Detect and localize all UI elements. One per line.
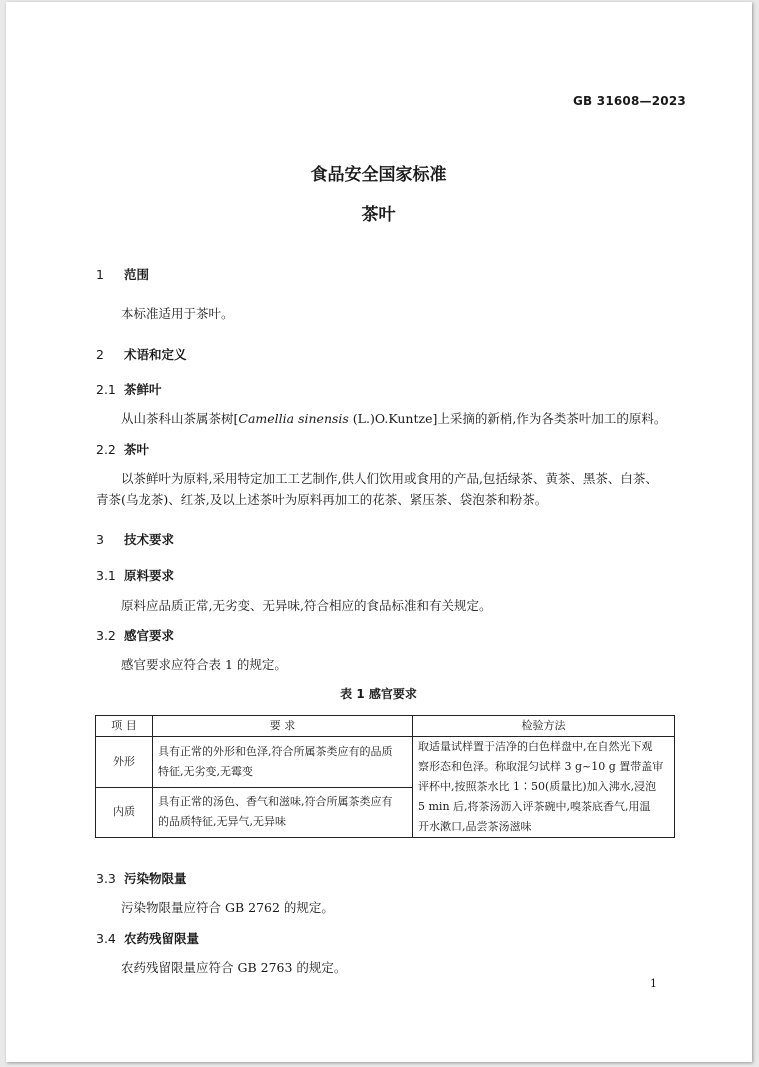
section-1-heading xyxy=(96,265,149,283)
section-number: 3.4 xyxy=(96,931,116,946)
section-3-2-heading xyxy=(96,626,174,644)
document-subtitle: 茶叶 xyxy=(361,205,396,225)
section-3-3-text: 污染物限量应符合 GB 2762 的规定。 xyxy=(121,900,334,915)
section-3-4-heading xyxy=(96,929,199,947)
text-part: 从山茶科山茶属茶树[ xyxy=(121,411,239,426)
section-title: 感官要求 xyxy=(124,628,175,643)
row-item: 内质 xyxy=(96,787,153,838)
page-number: 1 xyxy=(650,977,657,990)
section-title: 原料要求 xyxy=(124,568,175,583)
row-requirement xyxy=(153,787,413,838)
section-2-2-text-line2: 青茶(乌龙茶)、红茶,及以上述茶叶为原料再加工的花茶、紧压茶、袋泡茶和粉茶。 xyxy=(96,492,548,507)
section-2-1-text xyxy=(121,409,666,427)
latin-name: Camellia sinensis xyxy=(238,411,349,426)
section-3-1-heading xyxy=(96,566,174,584)
section-title: 范围 xyxy=(124,267,150,282)
standard-code: GB 31608—2023 xyxy=(573,94,686,108)
section-3-1-text: 原料应品质正常,无劣变、无异味,符合相应的食品标准和有关规定。 xyxy=(121,598,492,613)
header-requirement: 要 求 xyxy=(153,716,413,737)
test-method-cell xyxy=(413,737,675,838)
method-line: 评杯中,按照茶水比 1∶50(质量比)加入沸水,浸泡 xyxy=(418,780,657,793)
document-title: 食品安全国家标准 xyxy=(310,165,447,185)
row-requirement xyxy=(153,737,413,788)
sensory-requirements-table xyxy=(95,715,675,838)
section-2-2-heading xyxy=(96,440,149,458)
header-item: 项 目 xyxy=(96,716,153,737)
section-2-2-text-line1: 以茶鲜叶为原料,采用特定加工工艺制作,供人们饮用或食用的产品,包括绿茶、黄茶、黑茶、白茶、 xyxy=(121,471,658,486)
requirement-line: 特征,无劣变,无霉变 xyxy=(158,764,253,778)
table-caption: 表 1 感官要求 xyxy=(340,687,417,701)
method-line: 取适量试样置于洁净的白色样盘中,在自然光下观 xyxy=(418,740,653,753)
section-2-heading xyxy=(96,345,187,363)
header-test-method: 检验方法 xyxy=(413,716,675,737)
section-number: 3.1 xyxy=(96,568,116,583)
requirement-line: 具有正常的外形和色泽,符合所属茶类应有的品质 xyxy=(158,744,393,758)
section-title: 茶叶 xyxy=(124,442,150,457)
row-item: 外形 xyxy=(96,737,153,788)
section-title: 术语和定义 xyxy=(124,347,187,362)
section-number: 2.1 xyxy=(96,382,116,397)
section-number: 1 xyxy=(96,267,104,282)
section-title: 农药残留限量 xyxy=(124,931,200,946)
section-3-4-text: 农药残留限量应符合 GB 2763 的规定。 xyxy=(121,960,347,975)
section-2-1-heading xyxy=(96,380,162,398)
section-title: 污染物限量 xyxy=(124,871,187,886)
section-number: 2 xyxy=(96,347,104,362)
section-number: 3 xyxy=(96,532,104,547)
method-line: 开水漱口,品尝茶汤滋味 xyxy=(418,820,532,833)
table-header-row xyxy=(96,716,675,737)
section-3-heading xyxy=(96,530,174,548)
section-title: 技术要求 xyxy=(124,532,175,547)
section-3-3-heading xyxy=(96,869,187,887)
method-line: 察形态和色泽。称取混匀试样 3 g~10 g 置带盖审 xyxy=(418,760,664,773)
requirement-line: 的品质特征,无异气,无异味 xyxy=(158,815,286,829)
section-number: 3.2 xyxy=(96,628,116,643)
section-3-2-text: 感官要求应符合表 1 的规定。 xyxy=(121,657,287,672)
section-1-text: 本标准适用于茶叶。 xyxy=(121,306,234,321)
section-title: 茶鲜叶 xyxy=(124,382,162,397)
method-line: 5 min 后,将茶汤沥入评茶碗中,嗅茶底香气,用温 xyxy=(418,800,651,813)
section-number: 2.2 xyxy=(96,442,116,457)
text-part: (L.)O.Kuntze]上采摘的新梢,作为各类茶叶加工的原料。 xyxy=(348,411,667,426)
requirement-line: 具有正常的汤色、香气和滋味,符合所属茶类应有 xyxy=(158,795,393,809)
table-row xyxy=(96,737,675,788)
section-number: 3.3 xyxy=(96,871,116,886)
